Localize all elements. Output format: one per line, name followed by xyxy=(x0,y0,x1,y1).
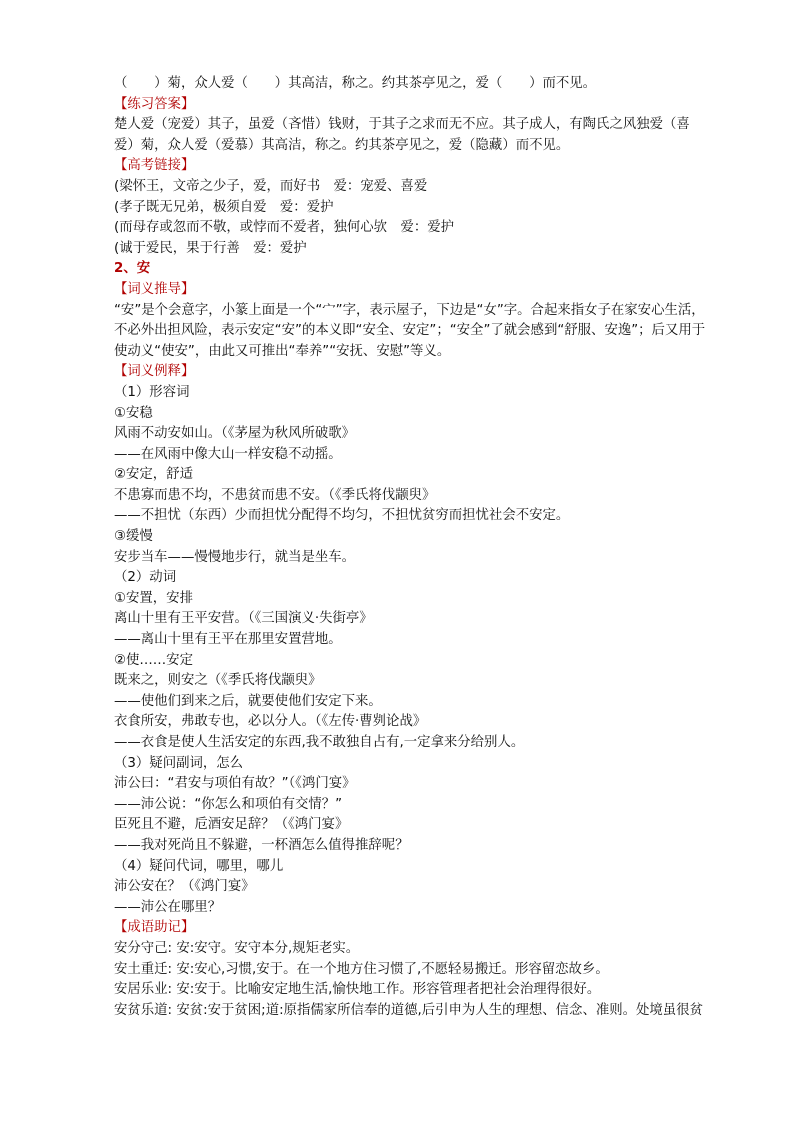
section-heading: 【高考链接】 xyxy=(114,158,195,174)
text-line: 楚人爱（宠爱）其子，虽爱（吝惜）钱财，于其子之求而无不应。其子成人，有陶氏之风独爱（喜 xyxy=(114,117,690,133)
text-line: （ ）菊，众人爱（ ）其高洁，称之。约其茶亭见之，爱（ ）而不见。 xyxy=(114,76,597,91)
text-line: 安居乐业: 安:安于。比喻安定地生活,愉快地工作。形容管理者把社会治理得很好。 xyxy=(114,982,601,998)
text-line: (诚于爱民，果于行善 爱：爱护 xyxy=(114,240,307,256)
text-line: ——不担忧（东西）少而担忧分配得不均匀，不担忧贫穷而担忧社会不安定。 xyxy=(114,508,570,524)
text-line: 臣死且不避，卮酒安足辞？（《鸿门宴》 xyxy=(114,817,349,833)
text-line: ③缓慢 xyxy=(114,529,153,545)
section-heading: 【练习答案】 xyxy=(114,96,195,112)
section-heading: 【词义推导】 xyxy=(114,281,195,297)
text-line: ——沛公说：“你怎么和项伯有交情？” xyxy=(114,796,343,812)
text-line: （2）动词 xyxy=(114,570,177,586)
text-line: （3）疑问副词，怎么 xyxy=(114,755,244,771)
text-line: 衣食所安，弗敢专也，必以分人。（《左传·曹刿论战》 xyxy=(114,714,427,730)
text-line: (而母存或忽而不敬，或悖而不爱者，独何心欤 爱：爱护 xyxy=(114,220,454,236)
text-line: (梁怀王，文帝之少子，爱，而好书 爱：宠爱、喜爱 xyxy=(114,178,428,194)
text-line: ①安稳 xyxy=(114,405,153,421)
text-line: （4）疑问代词，哪里，哪儿 xyxy=(114,858,284,874)
text-line: (孝子既无兄弟，极须自爱 爱：爱护 xyxy=(114,199,334,215)
text-line: 不患寡而患不均，不患贫而患不安。（《季氏将伐颛臾》 xyxy=(114,487,436,503)
text-line: 既来之，则安之（《季氏将伐颛臾》 xyxy=(114,673,322,689)
entry-title: 2、安 xyxy=(114,261,151,277)
text-line: ——在风雨中像大山一样安稳不动摇。 xyxy=(114,446,342,462)
text-line: 不必外出担风险，表示安定“安”的本义即“安全、安定”；“安全”了就会感到“舒服、安逸”；后又用于 xyxy=(114,323,706,339)
text-line: 安步当车——慢慢地步行，就当是坐车。 xyxy=(114,549,356,565)
text-line: ①安置，安排 xyxy=(114,590,193,606)
text-line: 爱）菊，众人爱（爱慕）其高洁，称之。约其茶亭见之，爱（隐藏）而不见。 xyxy=(114,137,570,153)
text-line: ——离山十里有王平在那里安置营地。 xyxy=(114,632,342,648)
text-line: 沛公安在？（《鸿门宴》 xyxy=(114,879,255,895)
text-line: ——使他们到来之后，就要使他们安定下来。 xyxy=(114,693,382,709)
section-heading: 【词义例释】 xyxy=(114,364,195,380)
text-line: （1）形容词 xyxy=(114,384,190,400)
text-line: ②使……安定 xyxy=(114,652,193,668)
section-heading: 【成语助记】 xyxy=(114,920,195,936)
text-line: ——衣食是使人生活安定的东西,我不敢独自占有,一定拿来分给别人。 xyxy=(114,735,525,750)
text-line: ——沛公在哪里？ xyxy=(114,899,222,915)
text-line: 沛公曰：“君安与项伯有故？”（《鸿门宴》 xyxy=(114,776,356,792)
text-line: 安分守己: 安:安守。安守本分,规矩老实。 xyxy=(114,940,360,956)
text-line: ——我对死尚且不躲避，一杯酒怎么值得推辞呢？ xyxy=(114,837,409,853)
text-line: 安贫乐道: 安贫:安于贫困;道:原指儒家所信奉的道德,后引申为人生的理想、信念、准则。处境虽很贫 xyxy=(114,1002,703,1018)
text-line: “安”是个会意字，小篆上面是一个“宀”字，表示屋子，下边是“女”字。合起来指女子在家安心生活， xyxy=(114,302,705,318)
document-page xyxy=(114,74,726,1021)
text-line: 安土重迁: 安:安心,习惯,安于。在一个地方住习惯了,不愿轻易搬迁。形容留恋故乡。 xyxy=(114,961,609,977)
text-line: 使动义“使安”，由此又可推出“奉养”“安抚、安慰”等义。 xyxy=(114,343,451,359)
text-line: 离山十里有王平安营。（《三国演义·失街亭》 xyxy=(114,611,373,627)
text-line: 风雨不动安如山。（《茅屋为秋风所破歌》 xyxy=(114,426,356,442)
text-line: ②安定，舒适 xyxy=(114,467,193,483)
